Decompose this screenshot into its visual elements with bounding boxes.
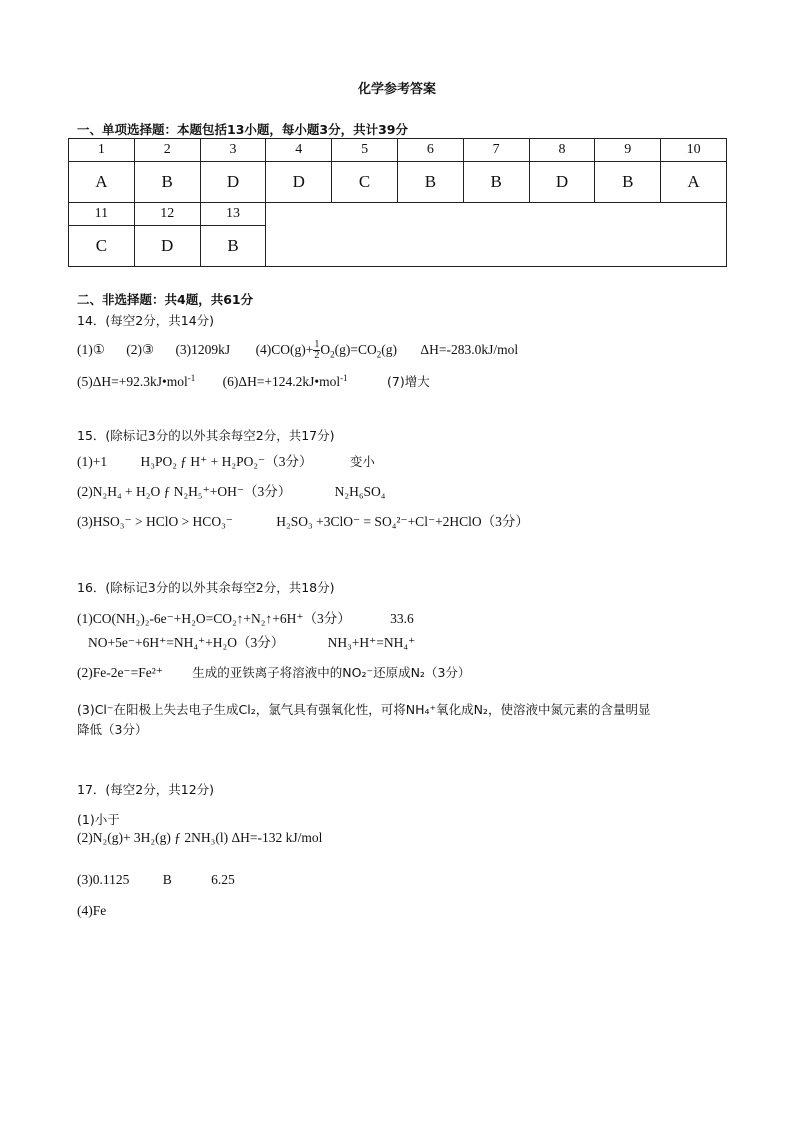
q14-eq-part: (6)ΔH=+124.2kJ•mol — [222, 374, 341, 389]
table-row-numbers-2 — [69, 203, 727, 226]
table-empty-cell — [266, 203, 727, 267]
answer-letter: D — [266, 162, 332, 203]
q15-answer-4: (2)N₂H₄ + H₂O ƒ N₂H₅⁺+OH⁻（3分） — [77, 484, 292, 499]
q16-answer-5: (2)Fe-2e⁻=Fe²⁺ — [77, 665, 163, 680]
q16-header: 16．(除标记3分的以外其余每空2分，共18分) — [77, 580, 335, 595]
q14-header: 14．(每空2分，共14分) — [77, 313, 215, 328]
q14-answer-3: (3)1209kJ — [175, 341, 231, 357]
question-number: 13 — [200, 203, 266, 226]
q14-answer-7: (7)增大 — [387, 374, 430, 389]
q14-eq-part: (g) — [381, 341, 398, 357]
answer-letter: D — [200, 162, 266, 203]
answer-letter: C — [69, 226, 135, 267]
q17-line4: (4)Fe — [77, 903, 107, 918]
superscript: -1 — [187, 372, 196, 383]
q16-line2 — [88, 631, 415, 651]
q15-header: 15．(除标记3分的以外其余每空2分，共17分) — [77, 428, 335, 443]
answer-letter: A — [69, 162, 135, 203]
q17-header: 17．(每空2分，共12分) — [77, 782, 215, 797]
subscript: 2 — [330, 349, 335, 360]
q17-line3 — [77, 872, 235, 888]
question-number: 7 — [463, 139, 529, 162]
q14-answer-5 — [77, 373, 195, 391]
q14-eq-part: (4)CO(g)+ — [255, 341, 314, 357]
q14-eq-part: (5)ΔH=+92.3kJ•mol — [77, 374, 188, 389]
table-row-numbers-1 — [69, 139, 727, 162]
question-number: 8 — [529, 139, 595, 162]
q15-answer-1: (1)+1 — [77, 454, 108, 469]
superscript: -1 — [340, 372, 348, 383]
question-number: 5 — [332, 139, 398, 162]
q15-answer-3: 变小 — [349, 454, 375, 469]
q14-answer-1: (1)① — [77, 341, 105, 357]
section2-heading: 二、非选择题：共4题，共61分 — [77, 292, 254, 307]
answer-letter: B — [200, 226, 266, 267]
answer-letter: B — [134, 162, 200, 203]
q16-line4: (3)Cl⁻在阳极上失去电子生成Cl₂，氯气具有强氧化性，可将NH₄⁺氧化成N₂，使溶液中氮元素的含量明显 — [77, 702, 651, 717]
answer-letter: B — [397, 162, 463, 203]
q17-answer-1: (1)小于 — [77, 812, 120, 827]
q14-answer-6 — [223, 373, 348, 391]
answer-table — [68, 138, 727, 267]
q14-line2 — [77, 372, 430, 390]
q15-answer-6: (3)HSO₃⁻ > HClO > HCO₃⁻ — [77, 514, 233, 529]
question-number: 11 — [69, 203, 135, 226]
q15-answer-7: H₂SO₃ +3ClO⁻ = SO₄²⁻+Cl⁻+2HClO（3分） — [276, 514, 529, 529]
q15-line3 — [77, 510, 529, 530]
question-number: 12 — [134, 203, 200, 226]
q15-answer-2: H₃PO₂ ƒ H⁺ + H₂PO₂⁻（3分） — [140, 454, 313, 469]
answer-letter: D — [529, 162, 595, 203]
q17-line2: (2)N₂(g)+ 3H₂(g) ƒ 2NH₃(l) ΔH=-132 kJ/mol — [77, 830, 323, 845]
q15-answer-5: N₂H₆SO₄ — [334, 484, 386, 499]
q16-answer-6: 生成的亚铁离子将溶液中的NO₂⁻还原成N₂（3分） — [192, 665, 471, 680]
page-title: 化学参考答案 — [357, 82, 436, 97]
q14-eq-part: O — [320, 341, 331, 357]
q16-answer-4: NH₃+H⁺=NH₄⁺ — [327, 635, 416, 650]
subscript: 2 — [376, 349, 382, 360]
question-number: 3 — [200, 139, 266, 162]
q17-answer-4: B — [162, 872, 172, 887]
question-number: 2 — [134, 139, 200, 162]
q14-answer-4 — [256, 340, 397, 361]
q16-line5: 降低（3分） — [77, 722, 148, 737]
q14-enthalpy: ΔH=-283.0kJ/mol — [420, 341, 519, 357]
fraction-numerator: 1 — [314, 339, 320, 350]
q16-line3 — [77, 663, 470, 681]
fraction-denominator: 2 — [314, 350, 320, 361]
section1-heading: 一、单项选择题：本题包括13小题，每小题3分，共计39分 — [77, 122, 408, 137]
question-number: 1 — [69, 139, 135, 162]
table-row-answers-1 — [69, 162, 727, 203]
question-number: 10 — [661, 139, 727, 162]
answer-letter: D — [134, 226, 200, 267]
q14-line1 — [77, 340, 518, 361]
question-number: 6 — [397, 139, 463, 162]
q15-line2 — [77, 480, 386, 500]
q17-answer-5: 6.25 — [211, 872, 235, 887]
answer-letter: C — [332, 162, 398, 203]
q15-line1 — [77, 450, 375, 470]
answer-letter: A — [661, 162, 727, 203]
q14-answer-2: (2)③ — [126, 341, 155, 357]
fraction-half — [313, 340, 320, 361]
answer-letter: B — [463, 162, 529, 203]
answer-letter: B — [595, 162, 661, 203]
question-number: 4 — [266, 139, 332, 162]
q16-line1 — [77, 607, 414, 627]
q17-line1 — [77, 810, 120, 828]
q17-answer-3: (3)0.1125 — [77, 872, 130, 887]
q16-answer-2: 33.6 — [390, 611, 414, 626]
question-number: 9 — [595, 139, 661, 162]
q14-eq-part: (g)=CO — [334, 341, 377, 357]
q16-answer-3: NO+5e⁻+6H⁺=NH₄⁺+H₂O（3分） — [88, 635, 285, 650]
q16-answer-1: (1)CO(NH₂)₂-6e⁻+H₂O=CO₂↑+N₂↑+6H⁺（3分） — [77, 611, 351, 626]
